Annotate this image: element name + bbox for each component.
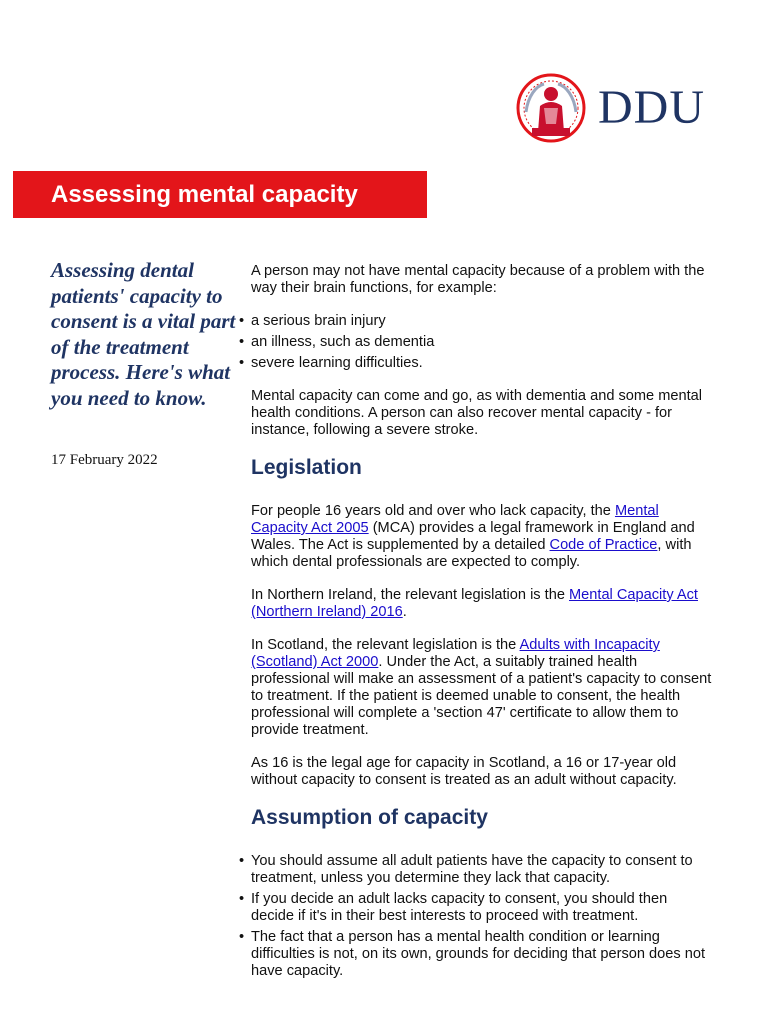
causes-list: [251, 313, 713, 372]
code-of-practice-link[interactable]: Code of Practice: [549, 537, 658, 553]
ddu-logo: [514, 72, 714, 144]
logo-text: DDU: [598, 81, 705, 134]
legislation-heading: Legislation: [251, 456, 362, 479]
capacity-paragraph: Mental capacity can come and go, as with dementia and some mental health conditions. A person can also recover mental capacity - for instance, following a severe stroke.: [251, 388, 703, 438]
mca-2005-link[interactable]: Mental Capacity Act 2005: [251, 503, 659, 536]
legislation-paragraph-3: In Scotland, the relevant legislation is the Adults with Incapacity (Scotland) Act 2000. Under the Act, a suitably trained health professional will make an assessment of a patient's capacity to consent to treatment. If the patient is deemed unable to consent, the health professional will complete a 'section 47' certificate to allow them to provide treatment.: [251, 637, 712, 738]
list-item: • severe learning difficulties.: [251, 355, 713, 372]
legislation-paragraph-1: For people 16 years old and over who lack capacity, the Mental Capacity Act 2005 (MCA) provides a legal framework in England and Wales. The Act is supplemented by a detailed Code of Practice, with which dental professionals are expected to comply.: [251, 503, 695, 570]
page-title: Assessing mental capacity: [51, 181, 358, 208]
intro-paragraph: A person may not have mental capacity because of a problem with the way their brain functions, for example:: [251, 263, 705, 296]
article-body: [251, 263, 713, 996]
legislation-paragraph-2: In Northern Ireland, the relevant legislation is the Mental Capacity Act (Northern Ireland) 2016.: [251, 587, 698, 620]
list-item: • You should assume all adult patients have the capacity to consent to treatment, unless you determine they lack that capacity.: [251, 853, 713, 887]
assumption-heading: Assumption of capacity: [251, 806, 488, 829]
intro-summary: Assessing dental patients' capacity to consent is a vital part of the treatment process. Here's what you need to know.: [51, 258, 236, 410]
title-banner: [13, 171, 427, 218]
publish-date: 17 February 2022: [51, 452, 158, 468]
list-item: • a serious brain injury: [251, 313, 713, 330]
ddu-emblem-icon: [514, 72, 588, 144]
legislation-paragraph-4: As 16 is the legal age for capacity in Scotland, a 16 or 17-year old without capacity to consent is treated as an adult without capacity.: [251, 755, 677, 788]
list-item: • If you decide an adult lacks capacity to consent, you should then decide if it's in their best interests to proceed with treatment.: [251, 891, 713, 925]
list-item: • The fact that a person has a mental health condition or learning difficulties is not, on its own, grounds for deciding that person does not have capacity.: [251, 929, 713, 980]
mca-ni-link[interactable]: Mental Capacity Act (Northern Ireland) 2016: [251, 587, 698, 620]
awi-scotland-link[interactable]: Adults with Incapacity (Scotland) Act 2000: [251, 637, 660, 670]
list-item: • an illness, such as dementia: [251, 334, 713, 351]
assumption-list: [251, 853, 713, 980]
